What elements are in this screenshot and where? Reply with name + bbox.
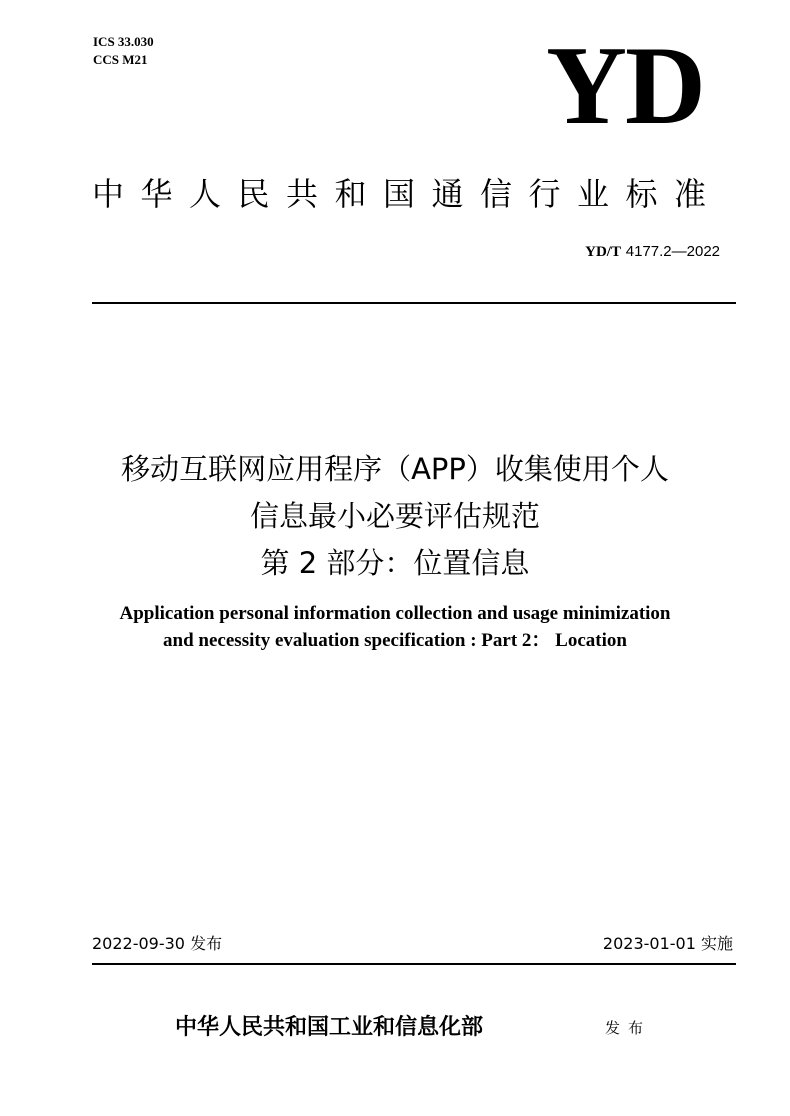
implement-date: 2023-01-01 实施 <box>602 934 733 953</box>
english-title-line-1: Application personal information collection and usage minimization <box>119 603 671 624</box>
chinese-title-line-2: 信息最小必要评估规范 <box>249 499 540 533</box>
top-divider <box>92 302 736 304</box>
english-title-line-2: and necessity evaluation specification : Part 2： Location <box>163 630 627 651</box>
bottom-divider <box>92 963 736 965</box>
yd-logo: YD <box>546 24 704 148</box>
standard-prefix: YD/T <box>585 244 621 260</box>
publish-date: 2022-09-30 发布 <box>92 934 223 953</box>
issuing-authority: 中华人民共和国工业和信息化部 <box>175 1014 484 1040</box>
chinese-title-line-1: 移动互联网应用程序（APP）收集使用个人 <box>121 452 669 486</box>
standard-number-value: 4177.2—2022 <box>625 243 720 260</box>
ics-code: ICS 33.030 <box>93 34 154 49</box>
classification-codes <box>93 33 154 69</box>
chinese-title <box>0 446 790 587</box>
chinese-title-line-3: 第 2 部分：位置信息 <box>260 546 530 580</box>
issued-label: 发布 <box>605 1019 652 1037</box>
standard-number <box>585 240 720 263</box>
english-title <box>0 600 790 654</box>
ccs-code: CCS M21 <box>93 52 148 67</box>
industry-standard-title: 中华人民共和国通信行业标准 <box>92 175 723 213</box>
